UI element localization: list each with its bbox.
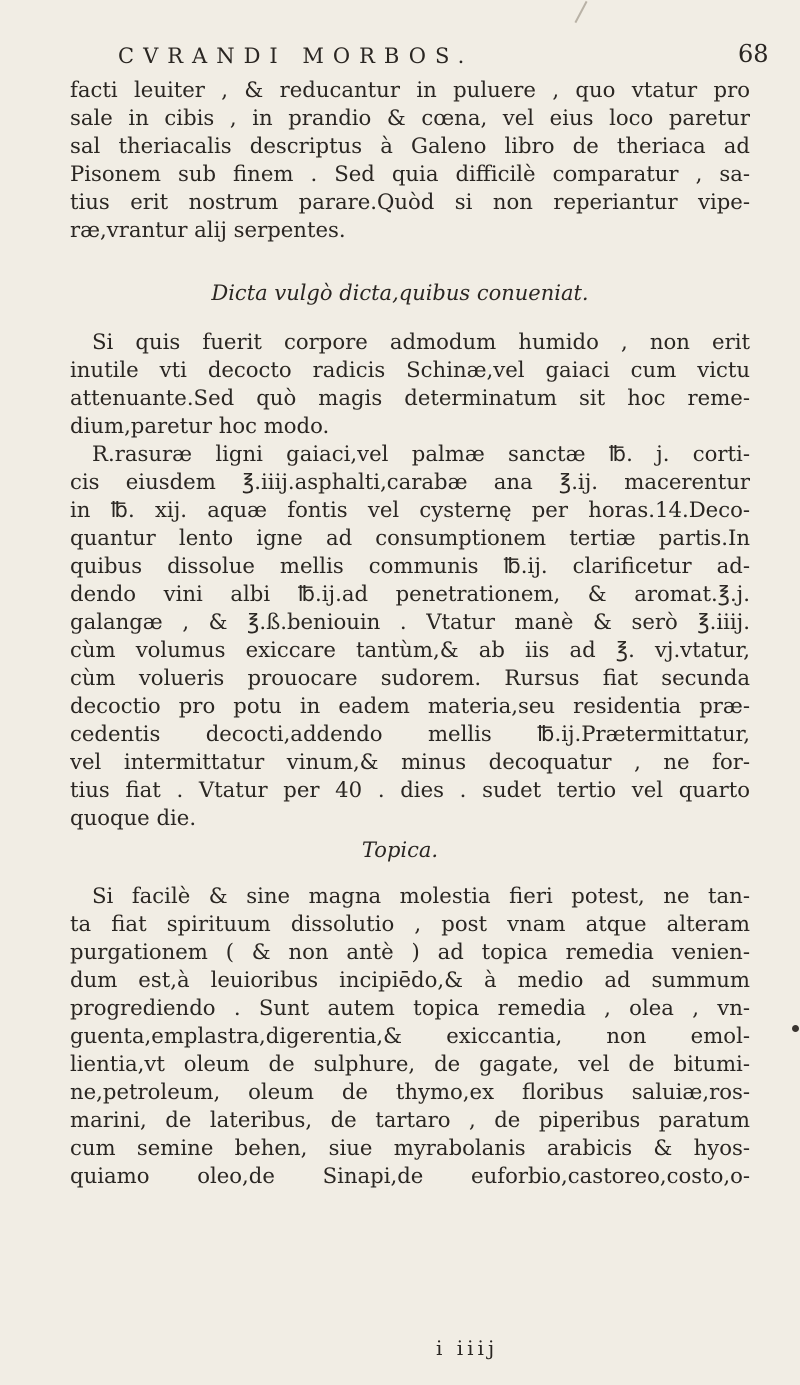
signature-mark: i iiij [436,1336,499,1360]
text-line: dum est,à leuioribus incipiēdo,& à medio ad summum [70,967,750,992]
text-line: vel intermittatur vinum,& minus decoquatur , ne for- [70,749,750,774]
text-line: guenta,emplastra,digerentia,& exiccantia, non emol- [70,1023,750,1048]
text-line: tius erit nostrum parare.Quòd si non reperiantur vipe- [70,189,750,214]
text-line: ræ,vrantur alij serpentes. [70,217,346,242]
text-line: cùm volueris prouocare sudorem. Rursus fiat secunda [70,665,750,690]
text-line: progrediendo . Sunt autem topica remedia , olea , vn- [70,995,750,1020]
text-line: dium,paretur hoc modo. [70,413,330,438]
text-line: quoque die. [70,805,197,830]
text-line: Si facilè & sine magna molestia fieri potest, ne tan- [92,883,750,908]
ink-spot [792,1025,799,1032]
paragraph-2 [70,328,750,832]
pencil-mark [574,1,587,23]
running-title: CVRANDI MORBOS. [118,44,474,68]
text-line: inutile vti decocto radicis Schinæ,vel gaiaci cum victu [70,357,750,382]
text-line: galangæ , & ℥.ß.beniouin . Vtatur manè & serò ℥.iiij. [70,609,750,634]
text-line: facti leuiter , & reducantur in puluere , quo vtatur pro [70,77,750,102]
text-line: decoctio pro potu in eadem materia,seu residentia præ- [70,693,750,718]
text-line: purgationem ( & non antè ) ad topica remedia venien- [70,939,750,964]
text-line: R.rasuræ ligni gaiaci,vel palmæ sanctæ ℔. j. corti- [92,441,750,466]
page-number: 68 [738,40,769,68]
text-line: lientia,vt oleum de sulphure, de gagate, vel de bitumi- [70,1051,750,1076]
text-line: quiamo oleo,de Sinapi,de euforbio,castoreo,costo,o- [70,1163,750,1188]
text-line: attenuante.Sed quò magis determinatum sit hoc reme- [70,385,750,410]
section-heading-topica: Topica. [361,838,439,862]
paragraph-1 [70,76,750,244]
text-line: quibus dissolue mellis communis ℔.ij. clarificetur ad- [70,553,750,578]
text-line: quantur lento igne ad consumptionem tertiæ partis.In [70,525,750,550]
text-line: dendo vini albi ℔.ij.ad penetrationem, & aromat.℥.j. [70,581,750,606]
text-line: cis eiusdem ℥.iiij.asphalti,carabæ ana ℥.ij. macerentur [70,469,750,494]
text-line: sale in cibis , in prandio & cœna, vel eius loco paretur [70,105,750,130]
text-line: in ℔. xij. aquæ fontis vel cysternę per horas.14.Deco- [70,497,750,522]
text-line: cedentis decocti,addendo mellis ℔.ij.Prætermittatur, [70,721,750,746]
text-line: Si quis fuerit corpore admodum humido , non erit [92,329,750,354]
paragraph-3 [70,882,750,1190]
text-line: marini, de lateribus, de tartaro , de piperibus paratum [70,1107,750,1132]
section-heading-dicta: Dicta vulgò dicta,quibus conueniat. [211,281,589,305]
text-line: tius fiat . Vtatur per 40 . dies . sudet tertio vel quarto [70,777,750,802]
text-line: ta fiat spirituum dissolutio , post vnam atque alteram [70,911,750,936]
text-line: ne,petroleum, oleum de thymo,ex floribus saluiæ,ros- [70,1079,750,1104]
text-line: cùm volumus exiccare tantùm,& ab iis ad ℥. vj.vtatur, [70,637,750,662]
text-line: Pisonem sub finem . Sed quia difficilè comparatur , sa- [70,161,750,186]
text-line: cum semine behen, siue myrabolanis arabicis & hyos- [70,1135,750,1160]
text-line: sal theriacalis descriptus à Galeno libro de theriaca ad [70,133,750,158]
